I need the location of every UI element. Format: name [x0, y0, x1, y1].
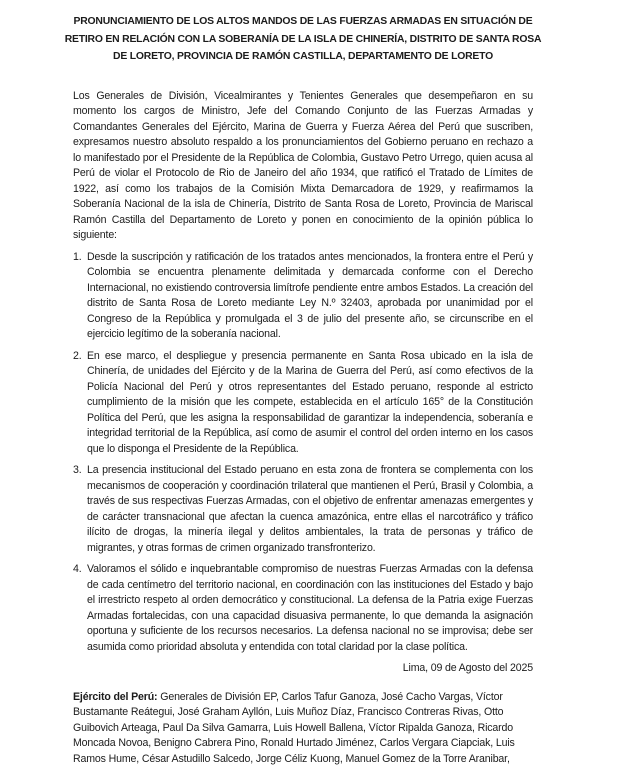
- list-item-2-text: En ese marco, el despliegue y presencia permanente en Santa Rosa ubicado en la isla de Chinería, de unidades del Ejército y de la Marina de Guerra del Perú, así como efectivos de la Policía Nacional del Perú y otros representantes del Estado peruano, responde al estricto cumplimiento de la misión que les compete, establecida en el artículo 165° de la Constitución Política del Perú, que les asigna la responsabilidad de garantizar la independencia, soberanía e integridad territorial de la República, así como de asumir el control del orden interno en los casos que lo disponga el Presidente de la República.: [87, 349, 533, 455]
- list-item-1-number: 1.: [73, 250, 82, 263]
- date-line: Lima, 09 de Agosto del 2025: [402, 662, 533, 674]
- list-item-3: [73, 463, 533, 556]
- list-item-4-number: 4.: [73, 563, 82, 575]
- title-line-3: DE LORETO, PROVINCIA DE RAMÓN CASTILLA, DEPARTAMENTO DE LORETO: [113, 51, 493, 62]
- list-item-4: [73, 562, 533, 655]
- document-page: [64, 13, 542, 767]
- list-item-3-number: 3.: [73, 464, 82, 476]
- list-item-2-number: 2.: [73, 349, 82, 362]
- document-title: [13, 13, 593, 66]
- signatories-names: Generales de División EP, Carlos Tafur Ganoza, José Cacho Vargas, Víctor Bustamante Reátegui, José Graham Ayllón, Luis Muñoz Díaz, Francisco Contreras Rivas, Otto Guibovich Arteaga, Paul Da Silva Gamarra, Luis Howell Ballena, Víctor Ripalda Ganoza, Ricardo Moncada Novoa, Benigno Cabrera Pino, Ronald Hurtado Jiménez, Carlos Vergara Ciapciak, Luis Ramos Hume, César Astudillo Salcedo, Jorge Céliz Kuong, Manuel Gomez de la Torre Aranibar,: [73, 690, 515, 765]
- title-line-2: RETIRO EN RELACIÓN CON LA SOBERANÍA DE LA ISLA DE CHINERÍA, DISTRITO DE SANTA ROSA: [64, 33, 542, 45]
- intro-paragraph: Los Generales de División, Vicealmirantes y Tenientes Generales que desempeñaron en su momento los cargos de Ministro, Jefe del Comando Conjunto de las Fuerzas Armadas y Comandantes Generales del Ejército, Marina de Guerra y Fuerza Aérea del Perú que suscriben, expresamos nuestro absoluto respaldo a los pronunciamientos del Gobierno peruano en rechazo a lo manifestado por el Presidente de la República de Colombia, Gustavo Petro Urrego, quien acusa al Perú de violar el Protocolo de Rio de Janeiro del año 1934, que ratificó el Tratado de Límites de 1922, así como los trabajos de la Comisión Mixta Demarcadora de 1929, y reafirmamos la Soberanía Nacional de la isla de Chinería, Distrito de Santa Rosa de Loreto, Provincia de Mariscal Ramón Castilla del Departamento de Loreto y ponen en conocimiento de la opinión pública lo siguiente:: [73, 89, 533, 241]
- signatories-lead: Ejército del Perú:: [73, 690, 158, 703]
- numbered-list: [73, 250, 533, 656]
- title-line-1: PRONUNCIAMIENTO DE LOS ALTOS MANDOS DE LAS FUERZAS ARMADAS EN SITUACIÓN DE: [73, 16, 533, 27]
- list-item-3-text: La presencia institucional del Estado peruano en esta zona de frontera se complementa con los mecanismos de cooperación y coordinación trilateral que mantienen el Perú, Brasil y Colombia, a través de sus respectivas Fuerzas Armadas, con el objetivo de enfrentar amenazas emergentes y de carácter transnacional que afectan la cuenca amazónica, entre ellas el narcotráfico y tráfico ilícito de drogas, la minería ilegal y delitos ambientales, la trata de personas y tráfico de migrantes, y otras formas de crimen organizado transfronterizo.: [87, 464, 533, 554]
- list-item-2: [73, 349, 533, 458]
- list-item-4-text: Valoramos el sólido e inquebrantable compromiso de nuestras Fuerzas Armadas con la defensa de cada centímetro del territorio nacional, en coordinación con las instituciones del Estado y bajo el irrestricto respeto al orden democrático y constitucional. La defensa de la Patria exige Fuerzas Armadas fortalecidas, con una capacidad disuasiva permanente, lo que demanda la asignación oportuna y suficiente de los recursos necesarios. La defensa nacional no se improvisa; debe ser asumida como prioridad absoluta y entendida con total claridad por la clase política.: [87, 563, 533, 653]
- list-item-1-text: Desde la suscripción y ratificación de los tratados antes mencionados, la frontera entre el Perú y Colombia se encuentra plenamente delimitada y demarcada conforme con el Derecho Internacional, no existiendo controversia limítrofe pendiente entre ambos Estados. La creación del distrito de Santa Rosa de Loreto mediante Ley N.º 32403, aprobada por unanimidad por el Congreso de la República y promulgada el 3 de julio del presente año, se circunscribe en el ejercicio legítimo de la soberanía nacional.: [87, 250, 533, 340]
- list-item-1: [73, 250, 533, 343]
- signatories-paragraph: [73, 690, 533, 768]
